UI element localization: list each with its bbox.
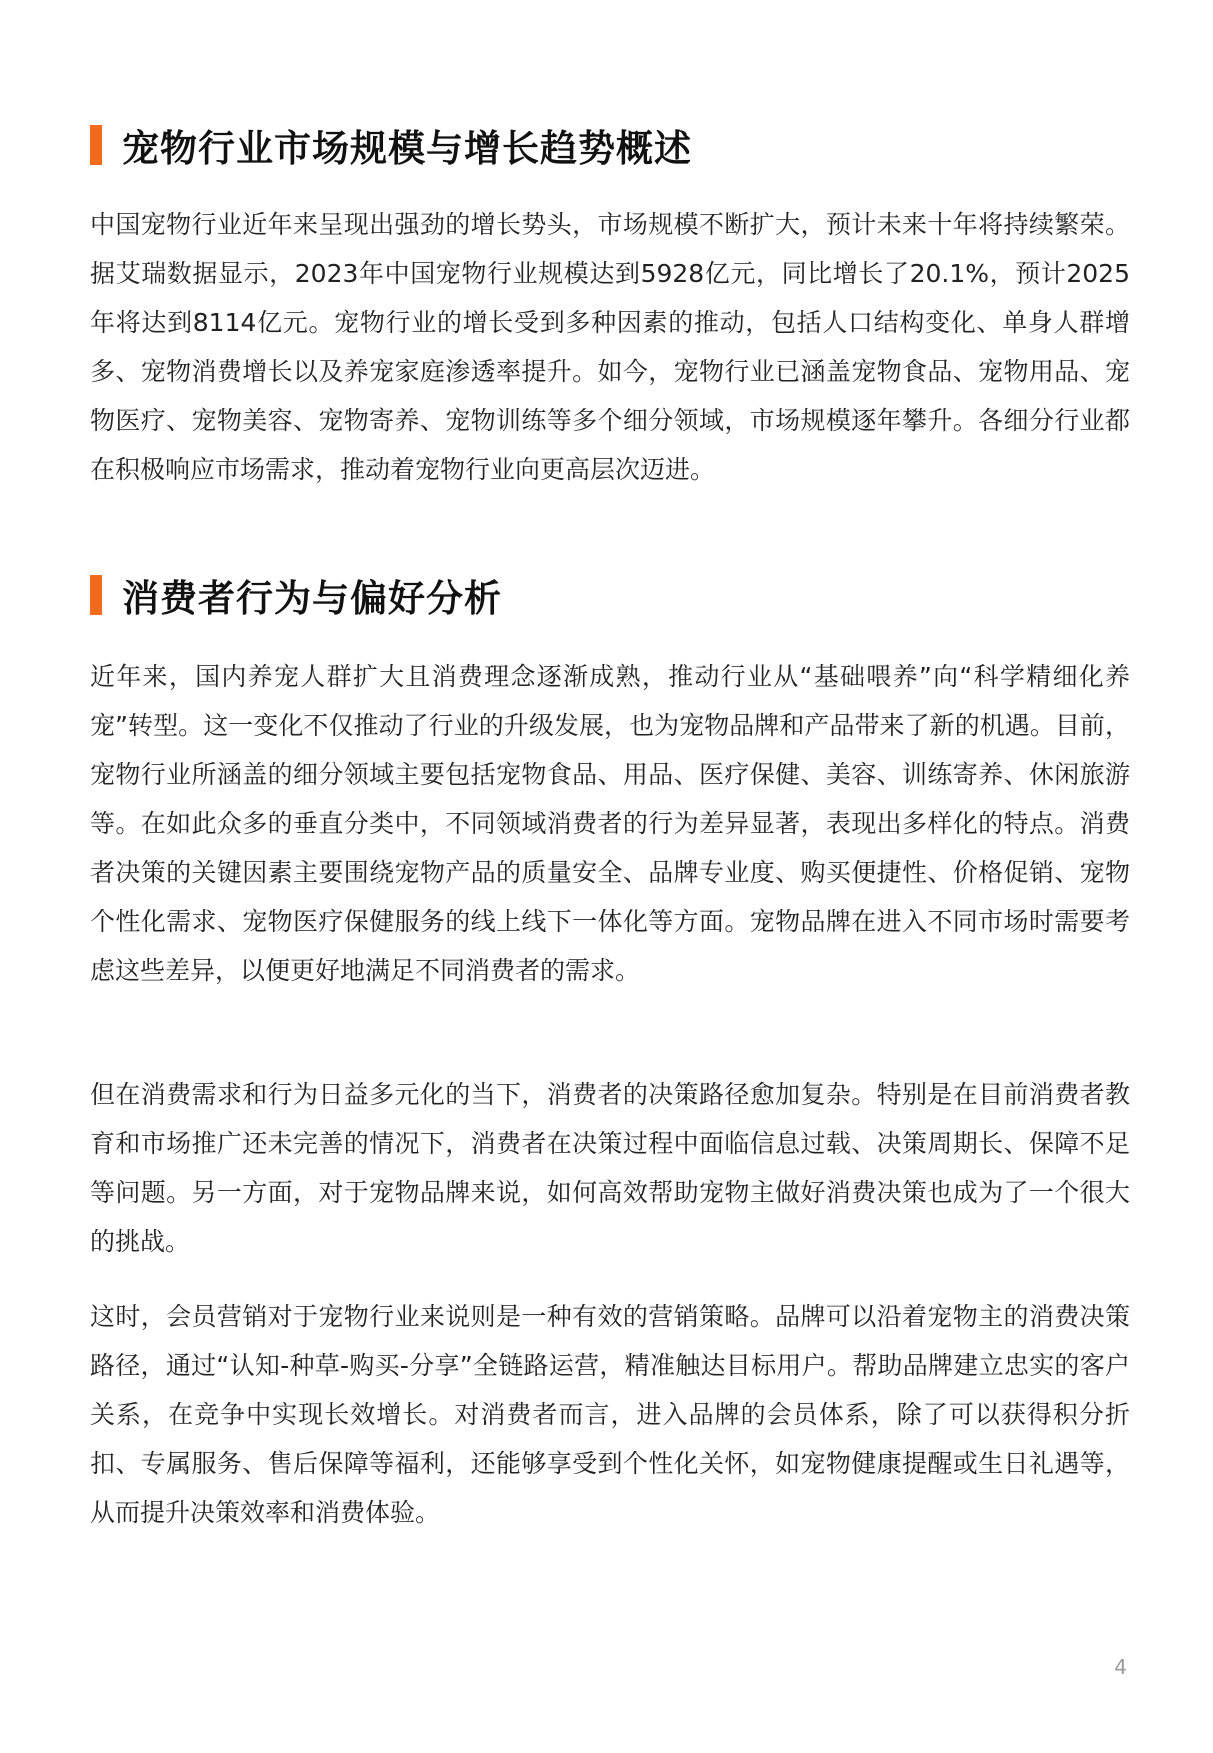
section-heading-consumer-behavior <box>90 568 502 622</box>
page-number: 4 <box>1114 1655 1127 1679</box>
section-title: 宠物行业市场规模与增长趋势概述 <box>122 127 692 170</box>
paragraph-consumer-behavior-3: 这时，会员营销对于宠物行业来说则是一种有效的营销策略。品牌可以沿着宠物主的消费决策路径，通过“认知-种草-购买-分享”全链路运营，精准触达目标用户。帮助品牌建立忠实的客户关系，在竞争中实现长效增长。对消费者而言，进入品牌的会员体系，除了可以获得积分折扣、专属服务、售后保障等福利，还能够享受到个性化关怀，如宠物健康提醒或生日礼遇等，从而提升决策效率和消费体验。 <box>90 1302 1130 1527</box>
section-title: 消费者行为与偏好分析 <box>122 577 502 620</box>
heading-accent-bar <box>90 125 102 165</box>
paragraph-consumer-behavior-1: 近年来，国内养宠人群扩大且消费理念逐渐成熟，推动行业从“基础喂养”向“科学精细化养宠”转型。这一变化不仅推动了行业的升级发展，也为宠物品牌和产品带来了新的机遇。目前，宠物行业所涵盖的细分领域主要包括宠物食品、用品、医疗保健、美容、训练寄养、休闲旅游等。在如此众多的垂直分类中，不同领域消费者的行为差异显著，表现出多样化的特点。消费者决策的关键因素主要围绕宠物产品的质量安全、品牌专业度、购买便捷性、价格促销、宠物个性化需求、宠物医疗保健服务的线上线下一体化等方面。宠物品牌在进入不同市场时需要考虑这些差异，以便更好地满足不同消费者的需求。 <box>90 662 1130 985</box>
heading-accent-bar <box>90 575 102 615</box>
section-heading-market-overview <box>90 118 692 172</box>
paragraph-consumer-behavior-2: 但在消费需求和行为日益多元化的当下，消费者的决策路径愈加复杂。特别是在目前消费者教育和市场推广还未完善的情况下，消费者在决策过程中面临信息过载、决策周期长、保障不足等问题。另一方面，对于宠物品牌来说，如何高效帮助宠物主做好消费决策也成为了一个很大的挑战。 <box>90 1080 1130 1256</box>
paragraph-market-overview: 中国宠物行业近年来呈现出强劲的增长势头，市场规模不断扩大，预计未来十年将持续繁荣。据艾瑞数据显示，2023年中国宠物行业规模达到5928亿元，同比增长了20.1%，预计2025年将达到8114亿元。宠物行业的增长受到多种因素的推动，包括人口结构变化、单身人群增多、宠物消费增长以及养宠家庭渗透率提升。如今，宠物行业已涵盖宠物食品、宠物用品、宠物医疗、宠物美容、宠物寄养、宠物训练等多个细分领域，市场规模逐年攀升。各细分行业都在积极响应市场需求，推动着宠物行业向更高层次迈进。 <box>90 210 1130 484</box>
